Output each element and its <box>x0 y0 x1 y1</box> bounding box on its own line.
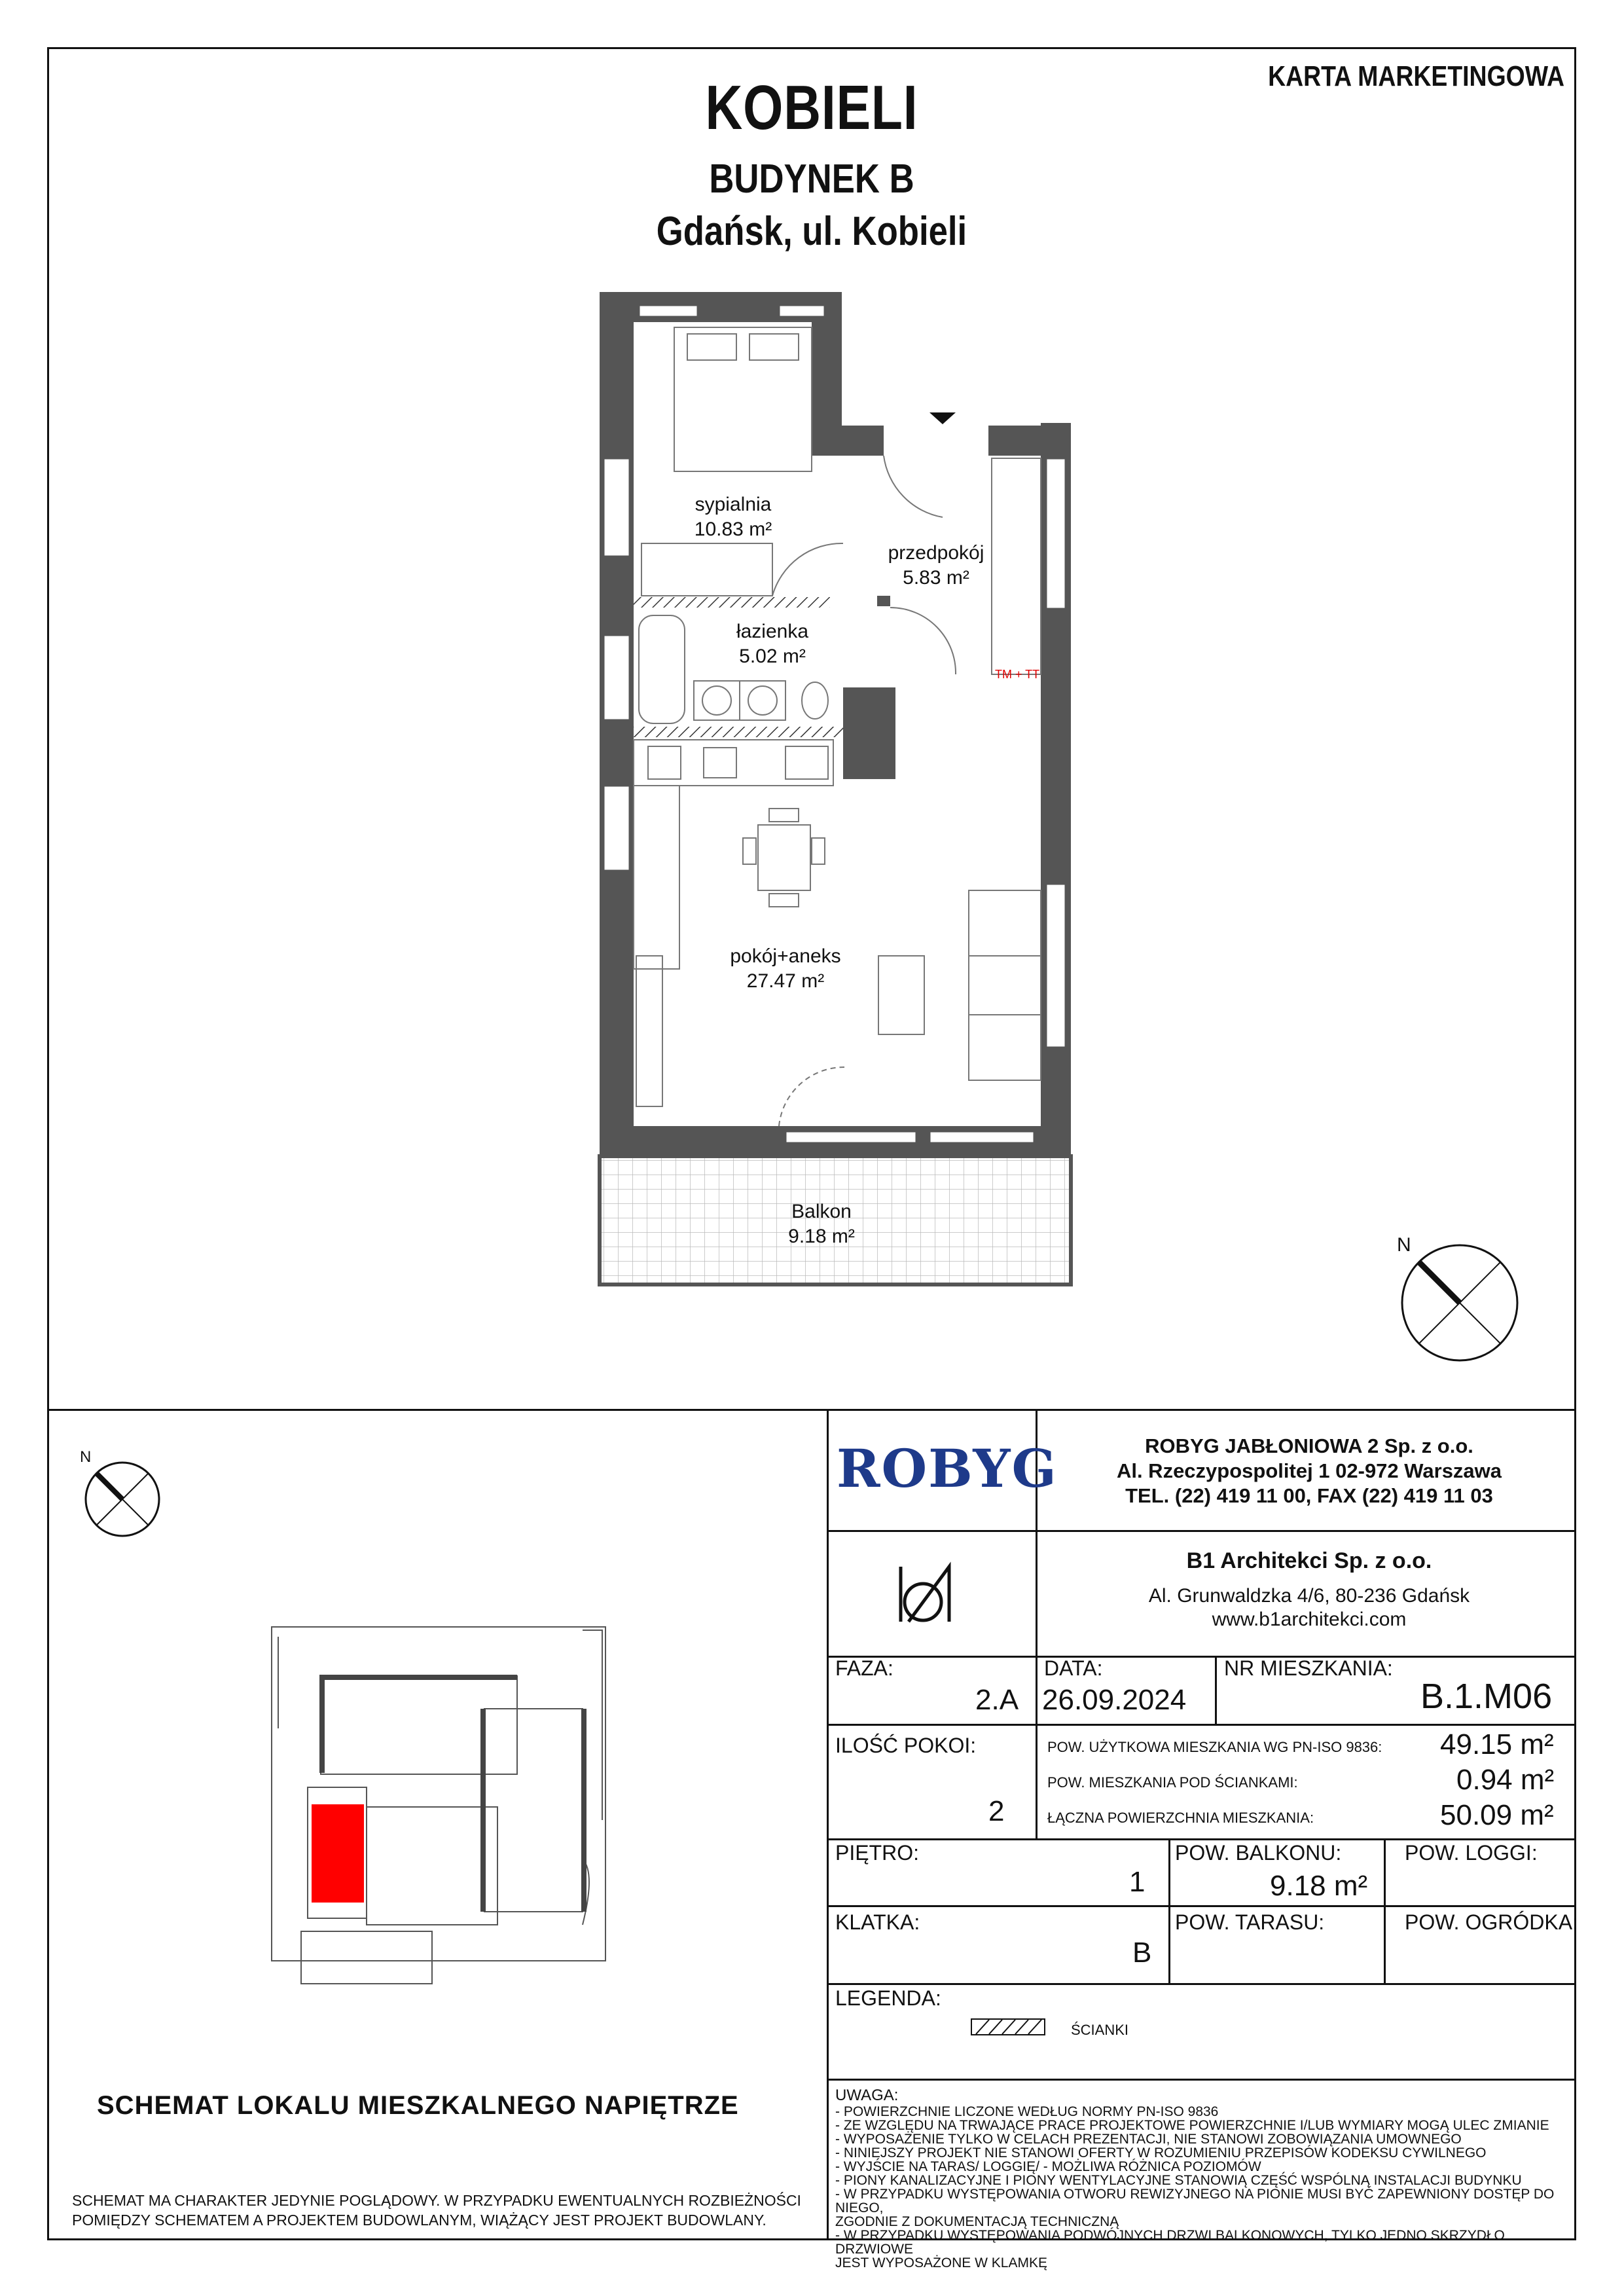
building-title: BUDYNEK B <box>709 156 914 202</box>
tm-note: TM + TT <box>995 668 1040 681</box>
uwaga-line: ZGODNIE Z DOKUMENTACJĄ TECHNICZNĄ <box>835 2214 1119 2229</box>
room-name-pokoj-aneks: pokój+aneks <box>730 945 841 967</box>
pokoje-value: 2 <box>988 1795 1005 1827</box>
room-area-przedpokoj: 5.83 m² <box>903 567 969 589</box>
pow-scianki-value: 0.94 m² <box>1456 1764 1555 1796</box>
balkon-value: 9.18 m² <box>1270 1870 1368 1902</box>
loggia-label: POW. LOGGI: <box>1405 1841 1538 1865</box>
room-area-sypialnia: 10.83 m² <box>694 519 772 540</box>
pokoje-label: ILOŚĆ POKOI: <box>835 1734 977 1757</box>
pow-laczna-label: ŁĄCZNA POWIERZCHNIA MIESZKANIA: <box>1047 1810 1314 1826</box>
data-value: 26.09.2024 <box>1042 1684 1187 1716</box>
faza-label: FAZA: <box>835 1656 893 1680</box>
room-area-balkon: 9.18 m² <box>788 1226 855 1247</box>
developer-address: Al. Rzeczypospolitej 1 02-972 Warszawa <box>1116 1459 1502 1482</box>
room-name-balkon: Balkon <box>791 1201 852 1222</box>
uwaga-line: - W PRZYPADKU WYSTĘPOWANIA PODWÓJNYCH DRZWI BALKONOWYCH, TYLKO JEDNO SKRZYDŁO DRZWIOWE <box>835 2228 1505 2257</box>
ogrodek-label: POW. OGRÓDKA: <box>1405 1910 1578 1934</box>
divider-info-left <box>827 1409 829 2240</box>
faza-value: 2.A <box>975 1684 1019 1716</box>
pietro-label: PIĘTRO: <box>835 1841 920 1865</box>
uwaga-line: - W PRZYPADKU WYSTĘPOWANIA OTWORU REWIZYJNEGO NA PIONIE MUSI BYĆ ZAPEWNIONY DOSTĘP DO NIEGO, <box>835 2187 1555 2215</box>
pow-uzytkowa-value: 49.15 m² <box>1440 1728 1554 1760</box>
disclaimer-1: SCHEMAT MA CHARAKTER JEDYNIE POGLĄDOWY. W PRZYPADKU EWENTUALNYCH ROZBIEŻNOŚCI <box>72 2192 801 2209</box>
room-area-pokoj-aneks: 27.47 m² <box>746 970 825 992</box>
nr-label: NR MIESZKANIA: <box>1224 1656 1393 1680</box>
pow-laczna-value: 50.09 m² <box>1440 1799 1554 1831</box>
developer-name: ROBYG JABŁONIOWA 2 Sp. z o.o. <box>1145 1434 1473 1457</box>
disclaimer-2: POMIĘDZY SCHEMATEM A PROJEKTEM BUDOWLANYM, WIĄŻĄCY JEST PROJEKT BUDOWLANY. <box>72 2212 767 2229</box>
architect-web: www.b1architekci.com <box>1212 1609 1407 1630</box>
entrance-arrow-icon <box>929 412 956 424</box>
divider-plan-bottom <box>47 1409 1576 1411</box>
pow-uzytkowa-label: POW. UŻYTKOWA MIESZKANIA WG PN-ISO 9836: <box>1047 1739 1382 1755</box>
pow-scianki-label: POW. MIESZKANIA POD ŚCIANKAMI: <box>1047 1774 1298 1791</box>
pietro-value: 1 <box>1129 1866 1146 1898</box>
balkon-label: POW. BALKONU: <box>1175 1841 1342 1865</box>
uwaga-line: - WYJŚCIE NA TARAS/ LOGGIĘ/ - MOŻLIWA RÓŻNICA POZIOMÓW <box>835 2159 1261 2174</box>
uwaga-block <box>835 2088 1562 2270</box>
address-title: Gdańsk, ul. Kobieli <box>656 209 967 254</box>
uwaga-line: - WYPOSAŻENIE TYLKO W CELACH PREZENTACJI, NIE STANOWI ZOBOWIĄZANIA UMOWNEGO <box>835 2132 1462 2147</box>
schema-title: SCHEMAT LOKALU MIESZKALNEGO NAPIĘTRZE <box>97 2091 739 2120</box>
uwaga-line: - ZE WZGLĘDU NA TRWAJĄCE PRACE PROJEKTOWE POWIERZCHNIE I/LUB WYMIARY MOGĄ ULEC ZMIANIE <box>835 2118 1549 2133</box>
room-name-przedpokoj: przedpokój <box>888 542 984 564</box>
apartment-highlight <box>312 1804 364 1903</box>
uwaga-line: JEST WYPOSAŻONE W KLAMKĘ <box>835 2255 1048 2270</box>
site-schema <box>268 1624 622 1997</box>
robyg-logo: ROBYG <box>837 1438 1058 1499</box>
compass-label: N <box>1397 1234 1411 1256</box>
architect-address: Al. Grunwaldzka 4/6, 80-236 Gdańsk <box>1148 1585 1470 1607</box>
klatka-value: B <box>1132 1937 1152 1969</box>
project-title: KOBIELI <box>705 73 918 143</box>
b1-logo-icon <box>897 1561 962 1627</box>
room-area-lazienka: 5.02 m² <box>739 646 806 667</box>
data-label: DATA: <box>1044 1656 1103 1680</box>
room-name-lazienka: łazienka <box>736 621 809 642</box>
legenda-label: LEGENDA: <box>835 1986 941 2010</box>
room-name-sypialnia: sypialnia <box>695 494 772 515</box>
card-title: KARTA MARKETINGOWA <box>1268 60 1564 92</box>
uwaga-title: UWAGA: <box>835 2086 899 2104</box>
compass-small-label: N <box>80 1448 92 1466</box>
floor-plan <box>589 282 1080 1303</box>
hatch-legend-icon <box>971 2018 1045 2035</box>
architect-name: B1 Architekci Sp. z o.o. <box>1186 1548 1432 1573</box>
nr-value: B.1.M06 <box>1420 1677 1553 1716</box>
klatka-label: KLATKA: <box>835 1910 920 1934</box>
uwaga-line: - PIONY KANALIZACYJNE I PIONY WENTYLACYJNE STANOWIĄ CZĘŚĆ WSPÓLNĄ INSTALACJI BUDYNKU <box>835 2173 1522 2188</box>
legenda-item: ŚCIANKI <box>1071 2022 1129 2038</box>
uwaga-line: - NINIEJSZY PROJEKT NIE STANOWI OFERTY W ROZUMIENIU PRZEPISÓW KODEKSU CYWILNEGO <box>835 2145 1487 2160</box>
uwaga-line: - POWIERZCHNIE LICZONE WEDŁUG NORMY PN-ISO 9836 <box>835 2104 1219 2119</box>
developer-phone: TEL. (22) 419 11 00, FAX (22) 419 11 03 <box>1125 1484 1493 1507</box>
taras-label: POW. TARASU: <box>1175 1910 1325 1934</box>
